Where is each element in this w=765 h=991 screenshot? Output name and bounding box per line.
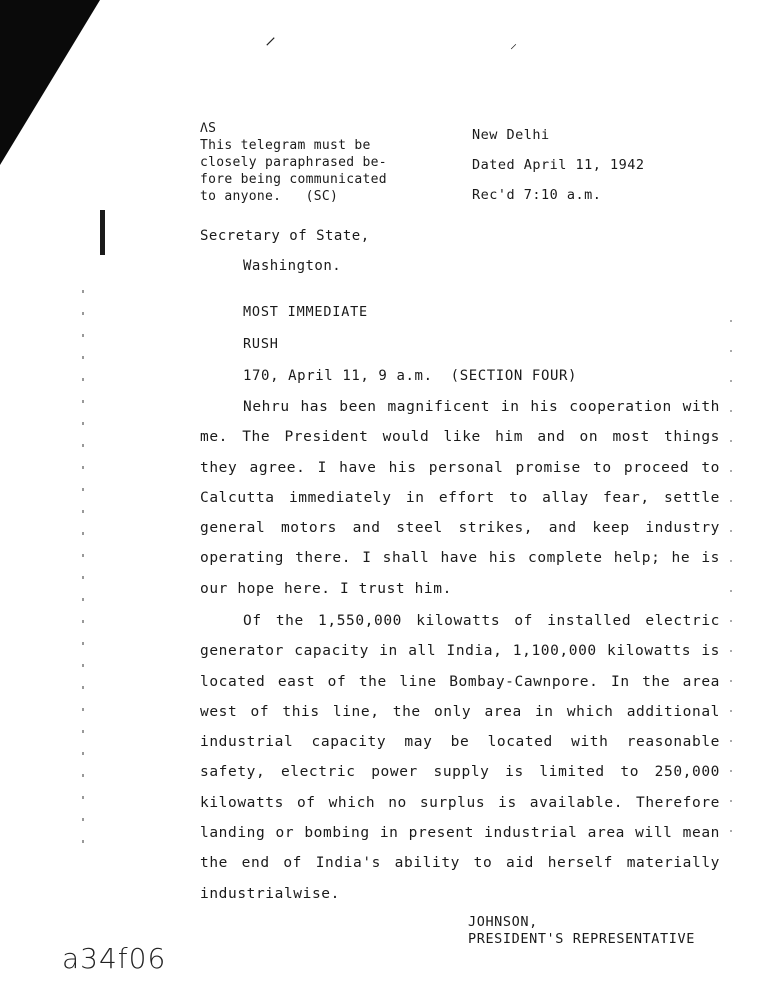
handwritten-note: a34f06 xyxy=(62,942,167,975)
pen-mark: ⸍ xyxy=(265,34,277,59)
body-paragraph: Nehru has been magnificent in his cooperation with me. The President would like him and on most things they agree. I have his personal promise to proceed to Calcutta immediately in effort to allay fear, settle general motors and steel strikes, and keep industry operating there. I shall have his complete help; he is our hope here. I trust him. xyxy=(200,399,720,597)
telegram-reference: 170, April 11, 9 a.m. (SECTION FOUR) xyxy=(243,368,578,384)
received-time: Rec'd 7:10 a.m. xyxy=(472,187,602,203)
margin-mark xyxy=(100,210,105,255)
paraphrase-notice: ΛS This telegram must be closely paraphrased be- fore being communicated to anyone. (SC) xyxy=(200,121,387,204)
pen-mark: ⸍ xyxy=(510,42,517,58)
signature-block: JOHNSON, PRESIDENT'S REPRESENTATIVE xyxy=(468,914,695,947)
dark-corner-mark xyxy=(0,0,100,165)
origin-place: New Delhi xyxy=(472,127,550,143)
origin-block xyxy=(472,120,645,210)
addressee-city: Washington. xyxy=(243,258,342,274)
scan-artifact xyxy=(730,320,732,840)
priority-line: RUSH xyxy=(243,336,279,352)
origin-date: Dated April 11, 1942 xyxy=(472,157,645,173)
body-paragraph: Of the 1,550,000 kilowatts of installed electric generator capacity in all India, 1,100,000 kilowatts is located east of the line Bombay-Cawnpore. In the area west of this line, the only area in which additional industrial capacity may be located with reasonable safety, electric power supply is limited to 250,000 kilowatts of which no surplus is available. Therefore landing or bombing in present industrial area will mean the end of India's ability to aid herself materially industrialwise. xyxy=(200,613,720,902)
scan-artifact xyxy=(82,290,84,850)
priority-line: MOST IMMEDIATE xyxy=(243,304,368,320)
addressee: Secretary of State, xyxy=(200,228,370,244)
